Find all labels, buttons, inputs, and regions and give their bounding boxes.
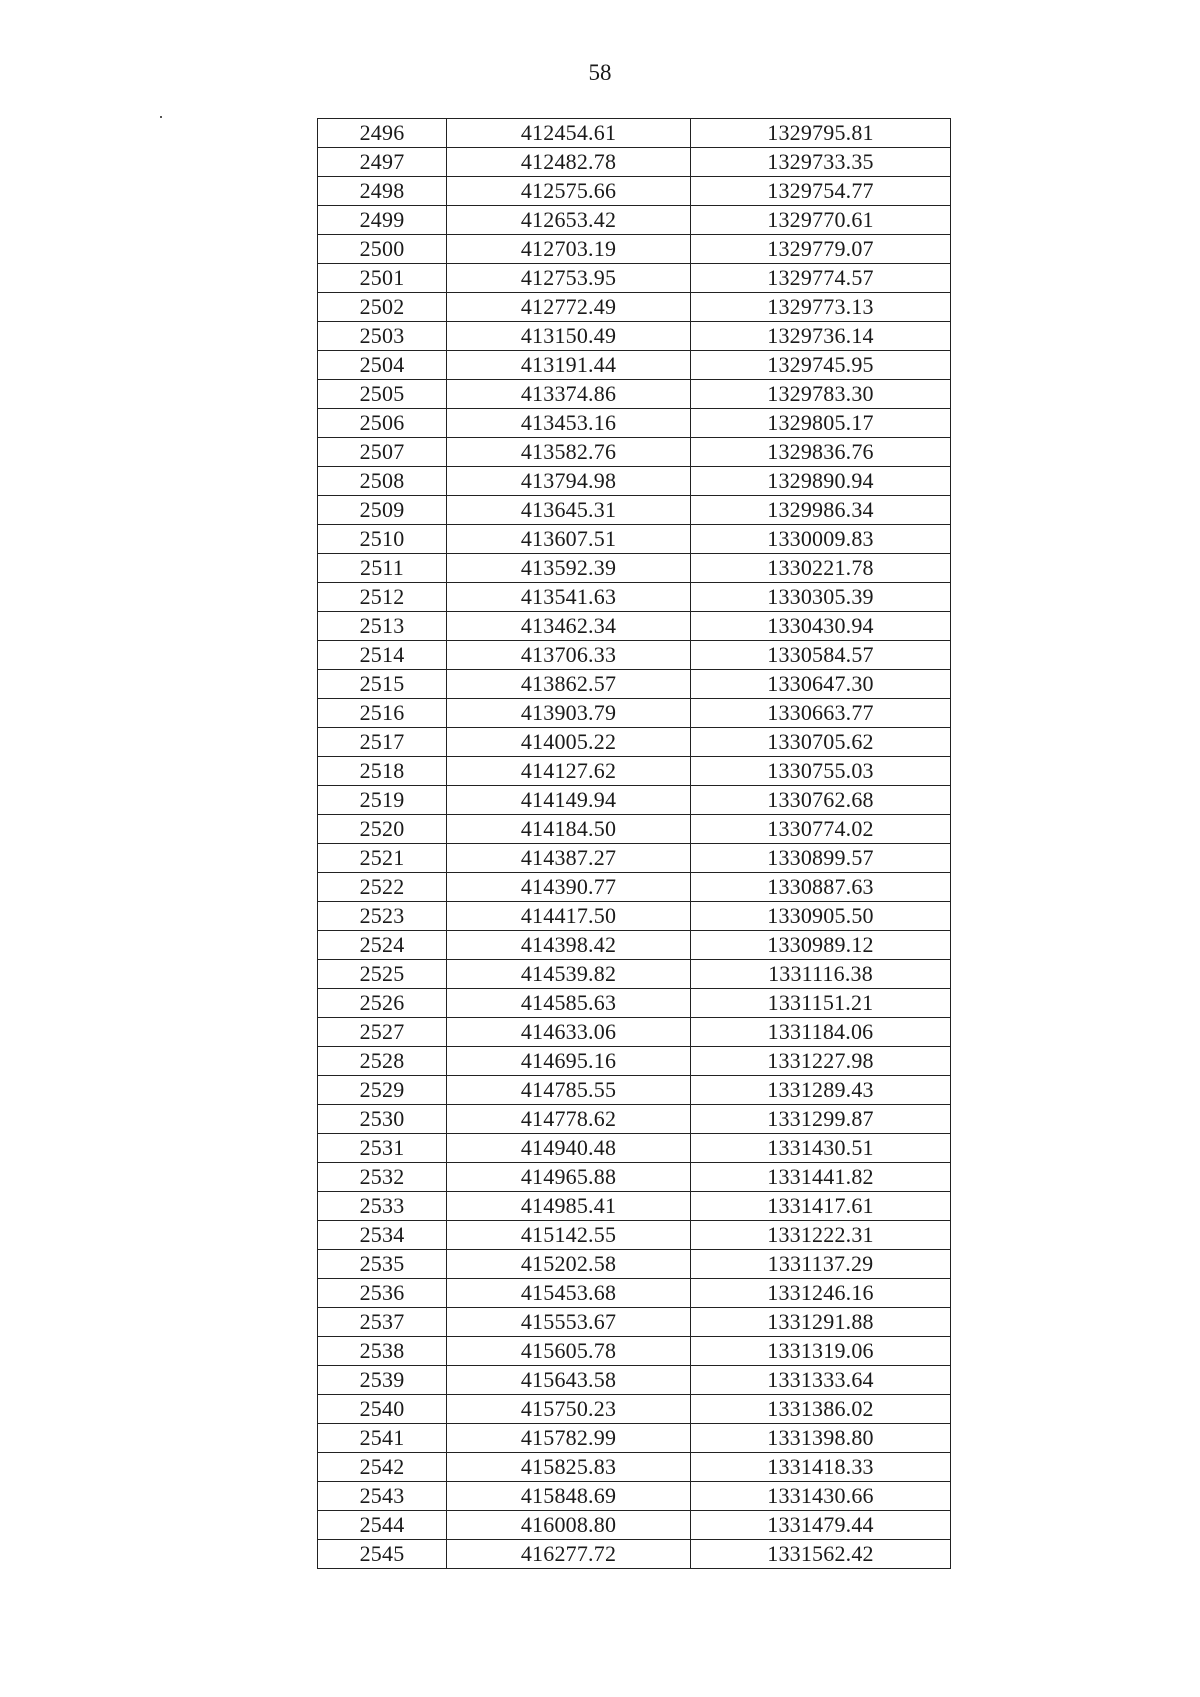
point-number-cell: 2496 [318, 119, 447, 148]
point-number-cell: 2505 [318, 380, 447, 409]
y-coordinate-cell: 1331291.88 [691, 1308, 951, 1337]
x-coordinate-cell: 414785.55 [447, 1076, 691, 1105]
table-row [318, 612, 951, 641]
table-row [318, 670, 951, 699]
table-row [318, 1453, 951, 1482]
table-row [318, 525, 951, 554]
table-row [318, 1540, 951, 1569]
x-coordinate-cell: 415848.69 [447, 1482, 691, 1511]
y-coordinate-cell: 1329986.34 [691, 496, 951, 525]
x-coordinate-cell: 412772.49 [447, 293, 691, 322]
table-row [318, 931, 951, 960]
x-coordinate-cell: 412703.19 [447, 235, 691, 264]
table-row [318, 873, 951, 902]
x-coordinate-cell: 413453.16 [447, 409, 691, 438]
x-coordinate-cell: 414005.22 [447, 728, 691, 757]
table-row [318, 844, 951, 873]
x-coordinate-cell: 414778.62 [447, 1105, 691, 1134]
y-coordinate-cell: 1330887.63 [691, 873, 951, 902]
x-coordinate-cell: 414149.94 [447, 786, 691, 815]
x-coordinate-cell: 414398.42 [447, 931, 691, 960]
y-coordinate-cell: 1331333.64 [691, 1366, 951, 1395]
table-row [318, 1424, 951, 1453]
y-coordinate-cell: 1330305.39 [691, 583, 951, 612]
y-coordinate-cell: 1330762.68 [691, 786, 951, 815]
table-row [318, 1250, 951, 1279]
point-number-cell: 2521 [318, 844, 447, 873]
table-row [318, 583, 951, 612]
y-coordinate-cell: 1329805.17 [691, 409, 951, 438]
point-number-cell: 2497 [318, 148, 447, 177]
y-coordinate-cell: 1331116.38 [691, 960, 951, 989]
table-row [318, 1279, 951, 1308]
point-number-cell: 2536 [318, 1279, 447, 1308]
y-coordinate-cell: 1329890.94 [691, 467, 951, 496]
table-row [318, 1511, 951, 1540]
x-coordinate-cell: 413645.31 [447, 496, 691, 525]
table-row [318, 264, 951, 293]
y-coordinate-cell: 1330009.83 [691, 525, 951, 554]
point-number-cell: 2538 [318, 1337, 447, 1366]
y-coordinate-cell: 1329754.77 [691, 177, 951, 206]
point-number-cell: 2537 [318, 1308, 447, 1337]
point-number-cell: 2514 [318, 641, 447, 670]
y-coordinate-cell: 1331562.42 [691, 1540, 951, 1569]
point-number-cell: 2503 [318, 322, 447, 351]
x-coordinate-cell: 414633.06 [447, 1018, 691, 1047]
point-number-cell: 2519 [318, 786, 447, 815]
y-coordinate-cell: 1331479.44 [691, 1511, 951, 1540]
table-row [318, 554, 951, 583]
table-row [318, 960, 951, 989]
x-coordinate-cell: 415605.78 [447, 1337, 691, 1366]
x-coordinate-cell: 413903.79 [447, 699, 691, 728]
point-number-cell: 2502 [318, 293, 447, 322]
point-number-cell: 2510 [318, 525, 447, 554]
point-number-cell: 2499 [318, 206, 447, 235]
table-row [318, 438, 951, 467]
table-row [318, 786, 951, 815]
table-row [318, 496, 951, 525]
y-coordinate-cell: 1331386.02 [691, 1395, 951, 1424]
point-number-cell: 2523 [318, 902, 447, 931]
y-coordinate-cell: 1331227.98 [691, 1047, 951, 1076]
table-row [318, 206, 951, 235]
table-row [318, 148, 951, 177]
point-number-cell: 2513 [318, 612, 447, 641]
table-row [318, 641, 951, 670]
point-number-cell: 2529 [318, 1076, 447, 1105]
x-coordinate-cell: 413592.39 [447, 554, 691, 583]
x-coordinate-cell: 413374.86 [447, 380, 691, 409]
table-row [318, 1163, 951, 1192]
coordinates-table-body [318, 119, 951, 1569]
x-coordinate-cell: 413862.57 [447, 670, 691, 699]
point-number-cell: 2545 [318, 1540, 447, 1569]
y-coordinate-cell: 1329770.61 [691, 206, 951, 235]
table-row [318, 1308, 951, 1337]
table-row [318, 293, 951, 322]
point-number-cell: 2518 [318, 757, 447, 786]
y-coordinate-cell: 1330905.50 [691, 902, 951, 931]
y-coordinate-cell: 1330663.77 [691, 699, 951, 728]
point-number-cell: 2530 [318, 1105, 447, 1134]
y-coordinate-cell: 1330705.62 [691, 728, 951, 757]
x-coordinate-cell: 413582.76 [447, 438, 691, 467]
table-row [318, 1134, 951, 1163]
table-row [318, 1192, 951, 1221]
coordinates-table [317, 118, 951, 1569]
y-coordinate-cell: 1330755.03 [691, 757, 951, 786]
x-coordinate-cell: 414965.88 [447, 1163, 691, 1192]
x-coordinate-cell: 412482.78 [447, 148, 691, 177]
point-number-cell: 2520 [318, 815, 447, 844]
point-number-cell: 2544 [318, 1511, 447, 1540]
point-number-cell: 2504 [318, 351, 447, 380]
point-number-cell: 2534 [318, 1221, 447, 1250]
y-coordinate-cell: 1329736.14 [691, 322, 951, 351]
y-coordinate-cell: 1331246.16 [691, 1279, 951, 1308]
point-number-cell: 2532 [318, 1163, 447, 1192]
table-row [318, 1076, 951, 1105]
point-number-cell: 2535 [318, 1250, 447, 1279]
y-coordinate-cell: 1330584.57 [691, 641, 951, 670]
x-coordinate-cell: 413706.33 [447, 641, 691, 670]
x-coordinate-cell: 414390.77 [447, 873, 691, 902]
point-number-cell: 2507 [318, 438, 447, 467]
x-coordinate-cell: 414127.62 [447, 757, 691, 786]
y-coordinate-cell: 1331299.87 [691, 1105, 951, 1134]
x-coordinate-cell: 414940.48 [447, 1134, 691, 1163]
point-number-cell: 2541 [318, 1424, 447, 1453]
x-coordinate-cell: 414417.50 [447, 902, 691, 931]
table-row [318, 757, 951, 786]
y-coordinate-cell: 1331184.06 [691, 1018, 951, 1047]
table-row [318, 1395, 951, 1424]
table-row [318, 119, 951, 148]
point-number-cell: 2543 [318, 1482, 447, 1511]
point-number-cell: 2539 [318, 1366, 447, 1395]
y-coordinate-cell: 1331430.66 [691, 1482, 951, 1511]
y-coordinate-cell: 1329745.95 [691, 351, 951, 380]
y-coordinate-cell: 1329779.07 [691, 235, 951, 264]
point-number-cell: 2524 [318, 931, 447, 960]
table-row [318, 1018, 951, 1047]
table-row [318, 989, 951, 1018]
x-coordinate-cell: 415453.68 [447, 1279, 691, 1308]
x-coordinate-cell: 415825.83 [447, 1453, 691, 1482]
y-coordinate-cell: 1329774.57 [691, 264, 951, 293]
table-row [318, 177, 951, 206]
point-number-cell: 2527 [318, 1018, 447, 1047]
point-number-cell: 2500 [318, 235, 447, 264]
x-coordinate-cell: 416277.72 [447, 1540, 691, 1569]
x-coordinate-cell: 415750.23 [447, 1395, 691, 1424]
x-coordinate-cell: 415142.55 [447, 1221, 691, 1250]
y-coordinate-cell: 1331319.06 [691, 1337, 951, 1366]
x-coordinate-cell: 415553.67 [447, 1308, 691, 1337]
table-row [318, 380, 951, 409]
y-coordinate-cell: 1331137.29 [691, 1250, 951, 1279]
y-coordinate-cell: 1329773.13 [691, 293, 951, 322]
y-coordinate-cell: 1331289.43 [691, 1076, 951, 1105]
table-row [318, 728, 951, 757]
point-number-cell: 2509 [318, 496, 447, 525]
y-coordinate-cell: 1330647.30 [691, 670, 951, 699]
table-row [318, 815, 951, 844]
x-coordinate-cell: 415782.99 [447, 1424, 691, 1453]
point-number-cell: 2516 [318, 699, 447, 728]
point-number-cell: 2511 [318, 554, 447, 583]
x-coordinate-cell: 413462.34 [447, 612, 691, 641]
point-number-cell: 2526 [318, 989, 447, 1018]
y-coordinate-cell: 1330899.57 [691, 844, 951, 873]
point-number-cell: 2506 [318, 409, 447, 438]
x-coordinate-cell: 414585.63 [447, 989, 691, 1018]
y-coordinate-cell: 1329733.35 [691, 148, 951, 177]
y-coordinate-cell: 1331441.82 [691, 1163, 951, 1192]
point-number-cell: 2512 [318, 583, 447, 612]
y-coordinate-cell: 1331417.61 [691, 1192, 951, 1221]
x-coordinate-cell: 413607.51 [447, 525, 691, 554]
table-row [318, 1221, 951, 1250]
point-number-cell: 2542 [318, 1453, 447, 1482]
table-row [318, 1366, 951, 1395]
x-coordinate-cell: 413150.49 [447, 322, 691, 351]
x-coordinate-cell: 412454.61 [447, 119, 691, 148]
point-number-cell: 2501 [318, 264, 447, 293]
y-coordinate-cell: 1331418.33 [691, 1453, 951, 1482]
y-coordinate-cell: 1331398.80 [691, 1424, 951, 1453]
x-coordinate-cell: 414184.50 [447, 815, 691, 844]
point-number-cell: 2498 [318, 177, 447, 206]
y-coordinate-cell: 1329836.76 [691, 438, 951, 467]
scan-speck [160, 116, 162, 118]
x-coordinate-cell: 413794.98 [447, 467, 691, 496]
table-row [318, 409, 951, 438]
table-row [318, 1047, 951, 1076]
x-coordinate-cell: 412653.42 [447, 206, 691, 235]
table-row [318, 235, 951, 264]
y-coordinate-cell: 1331222.31 [691, 1221, 951, 1250]
x-coordinate-cell: 414387.27 [447, 844, 691, 873]
x-coordinate-cell: 414539.82 [447, 960, 691, 989]
y-coordinate-cell: 1331151.21 [691, 989, 951, 1018]
table-row [318, 1105, 951, 1134]
x-coordinate-cell: 412753.95 [447, 264, 691, 293]
x-coordinate-cell: 412575.66 [447, 177, 691, 206]
point-number-cell: 2508 [318, 467, 447, 496]
y-coordinate-cell: 1330989.12 [691, 931, 951, 960]
x-coordinate-cell: 415202.58 [447, 1250, 691, 1279]
point-number-cell: 2533 [318, 1192, 447, 1221]
y-coordinate-cell: 1329795.81 [691, 119, 951, 148]
y-coordinate-cell: 1330221.78 [691, 554, 951, 583]
table-row [318, 1337, 951, 1366]
table-row [318, 699, 951, 728]
point-number-cell: 2528 [318, 1047, 447, 1076]
y-coordinate-cell: 1331430.51 [691, 1134, 951, 1163]
y-coordinate-cell: 1330430.94 [691, 612, 951, 641]
point-number-cell: 2517 [318, 728, 447, 757]
point-number-cell: 2522 [318, 873, 447, 902]
point-number-cell: 2540 [318, 1395, 447, 1424]
x-coordinate-cell: 414985.41 [447, 1192, 691, 1221]
y-coordinate-cell: 1330774.02 [691, 815, 951, 844]
page-number: 58 [588, 60, 612, 85]
x-coordinate-cell: 416008.80 [447, 1511, 691, 1540]
x-coordinate-cell: 413191.44 [447, 351, 691, 380]
point-number-cell: 2525 [318, 960, 447, 989]
table-row [318, 467, 951, 496]
x-coordinate-cell: 413541.63 [447, 583, 691, 612]
x-coordinate-cell: 414695.16 [447, 1047, 691, 1076]
point-number-cell: 2531 [318, 1134, 447, 1163]
point-number-cell: 2515 [318, 670, 447, 699]
table-row [318, 902, 951, 931]
table-row [318, 351, 951, 380]
table-row [318, 322, 951, 351]
y-coordinate-cell: 1329783.30 [691, 380, 951, 409]
table-row [318, 1482, 951, 1511]
x-coordinate-cell: 415643.58 [447, 1366, 691, 1395]
